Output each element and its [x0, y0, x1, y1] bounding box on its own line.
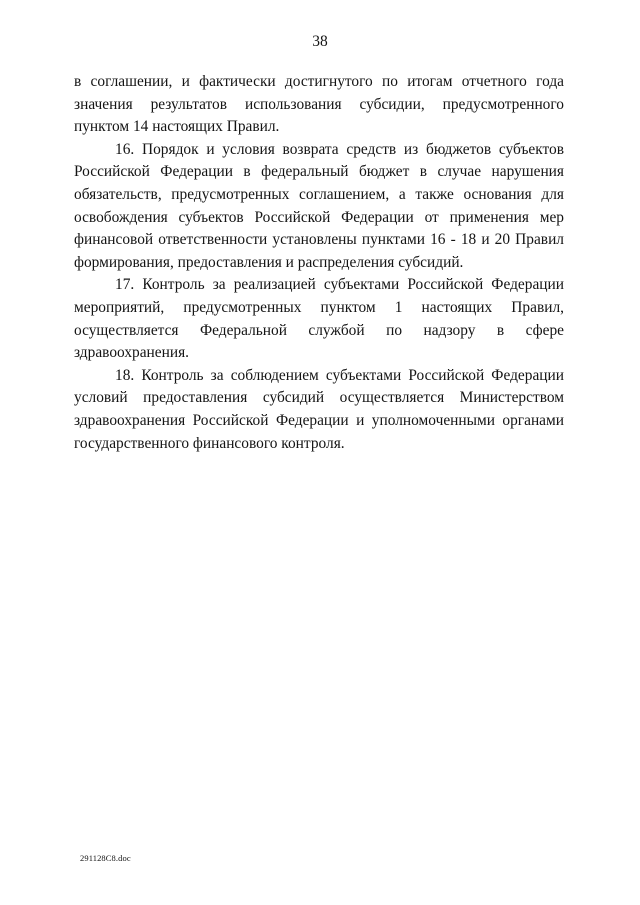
text-line: освобождения субъектов Российской Федерации от применения мер [74, 208, 564, 226]
text-line: финансовой ответственности установлены пунктами 16 - 18 и 20 Правил [74, 231, 564, 249]
text-line: пунктом 14 настоящих Правил. [74, 118, 280, 136]
text-line: Российской Федерации в федеральный бюджет в случае нарушения [74, 163, 564, 181]
text-line: значения результатов использования субсидии, предусмотренного [74, 95, 564, 113]
paragraph-continuation [74, 71, 564, 139]
text-line: формирования, предоставления и распределения субсидий. [74, 253, 464, 271]
paragraph-16 [74, 139, 564, 275]
text-line: условий предоставления субсидий осуществляется Министерством [74, 389, 564, 407]
text-line: здравоохранения Российской Федерации и уполномоченными органами [74, 411, 564, 429]
text-line: 16. Порядок и условия возврата средств из бюджетов субъектов [115, 140, 564, 158]
page-number: 38 [312, 33, 328, 50]
text-line: 18. Контроль за соблюдением субъектами Российской Федерации [115, 366, 564, 384]
paragraph-18 [74, 365, 564, 455]
text-line: в соглашении, и фактически достигнутого по итогам отчетного года [74, 73, 564, 90]
text-line: 17. Контроль за реализацией субъектами Российской Федерации [115, 276, 564, 294]
document-body [74, 71, 564, 455]
footer-filename: 291128C8.doc [80, 853, 131, 863]
text-line: осуществляется Федеральной службой по надзору в сфере [74, 321, 564, 339]
paragraph-17 [74, 274, 564, 364]
text-line: мероприятий, предусмотренных пунктом 1 настоящих Правил, [74, 298, 564, 316]
text-line: государственного финансового контроля. [74, 434, 345, 452]
text-line: обязательств, предусмотренных соглашением, а также основания для [74, 185, 564, 203]
text-line: здравоохранения. [74, 344, 190, 362]
